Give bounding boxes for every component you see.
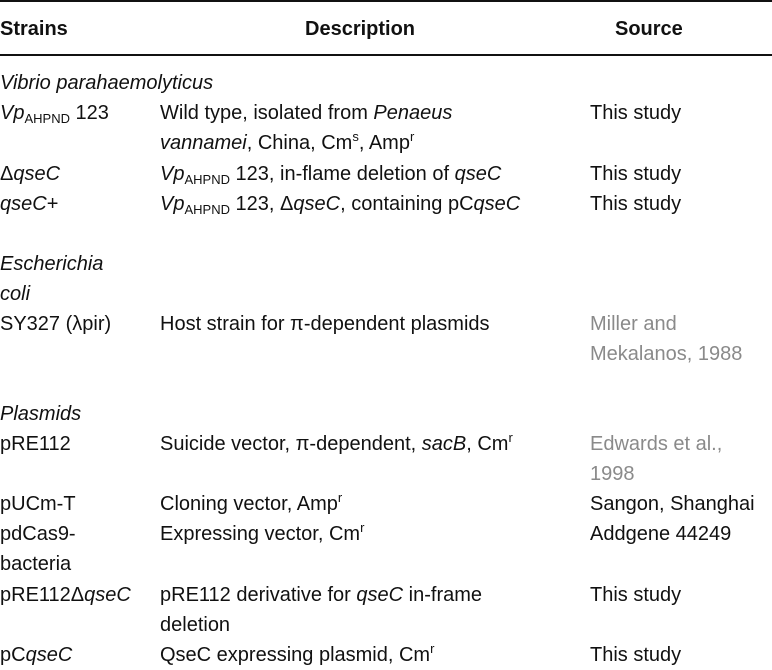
desc-gene: qseC <box>293 193 341 215</box>
desc-gene: qseC <box>473 193 521 215</box>
strain-cell <box>0 98 109 128</box>
desc-text: Cloning vector, Amp <box>160 493 338 515</box>
strain-text: pRE112Δ <box>0 584 85 606</box>
strain-text: pC <box>0 644 26 666</box>
strain-delta: Δ <box>0 163 14 185</box>
header-source: Source <box>615 18 683 40</box>
desc-sup: s <box>352 129 359 144</box>
desc-text: Wild type, isolated from <box>160 102 374 124</box>
source-cell: This study <box>590 163 682 185</box>
source-cell: This study <box>590 644 682 666</box>
group-title-ecoli-line2: coli <box>0 283 31 305</box>
strain-cell: pUCm-T <box>0 493 76 515</box>
strain-sub: AHPND <box>24 111 70 126</box>
source-cell-line1: Edwards et al., <box>590 433 723 455</box>
strain-gene: qseC <box>25 644 73 666</box>
desc-sup: r <box>508 430 513 445</box>
desc-sub: AHPND <box>184 172 230 187</box>
description-cell <box>160 640 434 670</box>
header-strains: Strains <box>0 18 68 40</box>
description-cell <box>160 519 364 549</box>
desc-sub: AHPND <box>184 202 230 217</box>
desc-text: Expressing vector, Cm <box>160 523 361 545</box>
strain-cell <box>0 189 58 219</box>
desc-sup: r <box>360 520 365 535</box>
desc-gene: qseC <box>454 163 502 185</box>
strain-cell-line2: bacteria <box>0 553 72 575</box>
desc-text: 123, in-flame deletion of <box>229 163 455 185</box>
description-cell <box>160 489 342 519</box>
source-cell: Sangon, Shanghai <box>590 493 755 515</box>
desc-gene: qseC <box>356 584 404 606</box>
desc-sup: r <box>409 129 415 144</box>
desc-gene: sacB <box>421 433 467 455</box>
source-cell: This study <box>590 584 682 606</box>
strain-gene: qseC <box>0 193 47 215</box>
source-cell-line2: 1998 <box>590 463 635 485</box>
desc-text: , China, Cm <box>246 132 353 154</box>
description-cell <box>160 189 520 219</box>
source-cell-line2: Mekalanos, 1988 <box>590 343 743 365</box>
desc-text: Suicide vector, π-dependent, <box>160 433 422 455</box>
strain-cell <box>0 580 131 610</box>
description-cell-line1 <box>160 580 482 610</box>
desc-text: , containing pC <box>340 193 474 215</box>
strain-cell: pRE112 <box>0 433 71 455</box>
header-rule <box>0 54 772 56</box>
group-title-vibrio: Vibrio parahaemolyticus <box>0 72 214 94</box>
top-rule <box>0 0 772 2</box>
desc-text: , Amp <box>358 132 410 154</box>
source-cell-line1: Miller and <box>590 313 677 335</box>
description-cell-line2 <box>160 128 414 158</box>
desc-sup: r <box>430 641 435 656</box>
source-cell: This study <box>590 102 682 124</box>
group-title-plasmids: Plasmids <box>0 403 82 425</box>
desc-species: Penaeus <box>373 102 453 124</box>
desc-sup: r <box>337 490 343 505</box>
desc-text: pRE112 derivative for <box>160 584 357 606</box>
header-description: Description <box>305 18 416 40</box>
strain-vp: Vp <box>0 102 25 124</box>
source-cell: Addgene 44249 <box>590 523 732 545</box>
strain-cell: SY327 (λpir) <box>0 313 112 335</box>
strain-number: 123 <box>69 102 109 124</box>
desc-text: , Cm <box>466 433 509 455</box>
desc-vp: Vp <box>160 163 185 185</box>
strain-gene: qseC <box>13 163 61 185</box>
group-title-ecoli-line1: Escherichia <box>0 253 104 275</box>
description-cell <box>160 429 513 459</box>
desc-vp: Vp <box>160 193 185 215</box>
description-cell: Host strain for π-dependent plasmids <box>160 313 490 335</box>
description-cell <box>160 159 501 189</box>
desc-text: QseC expressing plasmid, Cm <box>160 644 431 666</box>
strain-cell-line1: pdCas9- <box>0 523 76 545</box>
desc-text: 123, Δ <box>229 193 294 215</box>
strain-cell <box>0 640 72 670</box>
strain-gene: qseC <box>84 584 131 606</box>
description-cell-line2: deletion <box>160 614 231 636</box>
description-cell-line1 <box>160 98 452 128</box>
source-cell: This study <box>590 193 682 215</box>
strain-plus: + <box>46 193 59 215</box>
strain-cell <box>0 159 60 189</box>
desc-text: in-frame <box>403 584 483 606</box>
desc-species: vannamei <box>160 132 247 154</box>
